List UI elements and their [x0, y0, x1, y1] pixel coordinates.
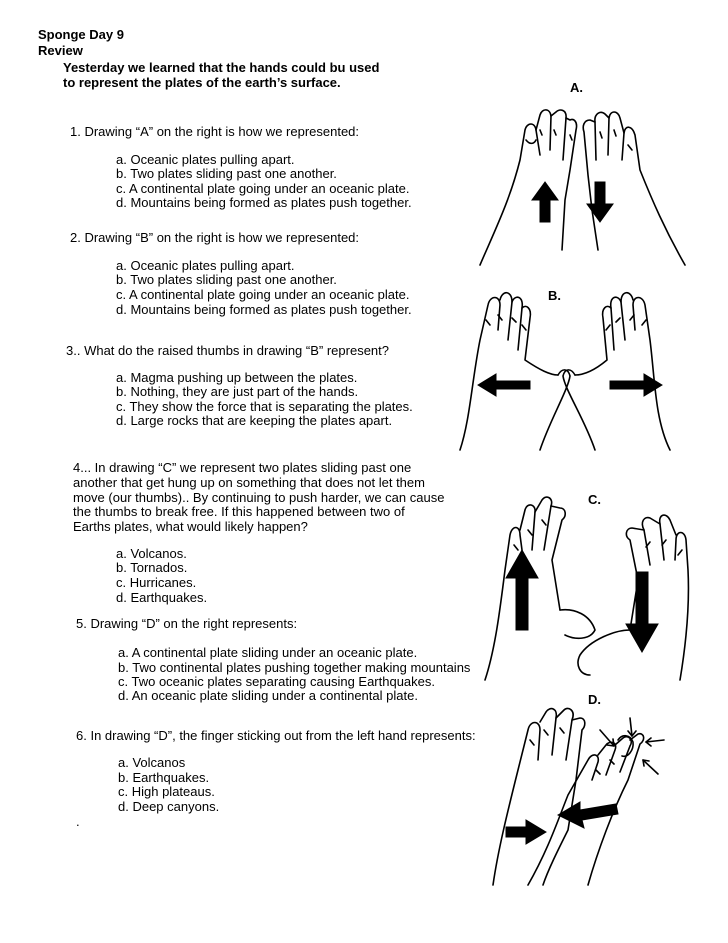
- question-4-option-d: d. Earthquakes.: [116, 590, 208, 605]
- question-3-option-a: a. Magma pushing up between the plates.: [116, 370, 358, 385]
- figure-d-label: D.: [588, 692, 601, 707]
- question-4-prompt-line-1: 4... In drawing “C” we represent two plates sliding past one: [73, 460, 412, 475]
- page-title: Sponge Day 9: [38, 27, 124, 42]
- question-4-prompt-line-4: the thumbs to break free. If this happened between two of: [73, 504, 405, 519]
- figure-c-label: C.: [588, 492, 601, 507]
- arrow-up-icon: [506, 550, 538, 630]
- question-2-option-d: d. Mountains being formed as plates push together.: [116, 302, 412, 317]
- question-5-option-b: b. Two continental plates pushing together making mountains: [118, 660, 471, 675]
- question-1-option-c: c. A continental plate going under an oceanic plate.: [116, 181, 410, 196]
- page-subtitle: Review: [38, 43, 83, 58]
- figure-a-label: A.: [570, 80, 583, 95]
- left-hand-drawing: [485, 497, 595, 680]
- question-1-option-a: a. Oceanic plates pulling apart.: [116, 152, 295, 167]
- question-5-prompt: 5. Drawing “D” on the right represents:: [76, 616, 298, 631]
- arrow-left-icon: [478, 374, 530, 396]
- question-3-prompt: 3.. What do the raised thumbs in drawing “B” represent?: [66, 343, 389, 358]
- left-hand-drawing: [480, 110, 577, 265]
- question-5-option-a: a. A continental plate sliding under an oceanic plate.: [118, 645, 418, 660]
- question-4-option-c: c. Hurricanes.: [116, 575, 197, 590]
- question-6-option-a: a. Volcanos: [118, 755, 186, 770]
- question-4-option-a: a. Volcanos.: [116, 546, 187, 561]
- question-4-option-b: b. Tornados.: [116, 560, 188, 575]
- question-1-prompt: 1. Drawing “A” on the right is how we represented:: [70, 124, 360, 139]
- question-3-option-c: c. They show the force that is separating the plates.: [116, 399, 413, 414]
- figure-d-hands: [488, 700, 698, 890]
- question-5-option-c: c. Two oceanic plates separating causing Earthquakes.: [118, 674, 436, 689]
- figure-c-hands: [480, 490, 700, 690]
- arrow-right-icon: [506, 820, 546, 844]
- figure-a-hands: [470, 100, 690, 270]
- trailing-mark: .: [76, 814, 80, 829]
- left-hand-drawing: [493, 708, 585, 885]
- question-6-option-d: d. Deep canyons.: [118, 799, 220, 814]
- arrow-down-icon: [626, 572, 658, 652]
- question-4-prompt-line-5: Earths plates, what would likely happen?: [73, 519, 308, 534]
- question-3-option-d: d. Large rocks that are keeping the plates apart.: [116, 413, 393, 428]
- arrow-up-icon: [532, 182, 558, 222]
- left-hand-drawing: [460, 293, 570, 450]
- question-1-option-d: d. Mountains being formed as plates push together.: [116, 195, 412, 210]
- intro-line-1: Yesterday we learned that the hands could bu used: [63, 60, 380, 75]
- figure-b-label: B.: [548, 288, 561, 303]
- question-3-option-b: b. Nothing, they are just part of the hands.: [116, 384, 359, 399]
- question-6-option-b: b. Earthquakes.: [118, 770, 210, 785]
- question-6-prompt: 6. In drawing “D”, the finger sticking out from the left hand represents:: [76, 728, 476, 743]
- question-6-option-c: c. High plateaus.: [118, 784, 215, 799]
- intro-line-2: to represent the plates of the earth’s surface.: [63, 75, 341, 90]
- question-2-option-a: a. Oceanic plates pulling apart.: [116, 258, 295, 273]
- question-1-option-b: b. Two plates sliding past one another.: [116, 166, 337, 181]
- right-hand-drawing: [563, 293, 670, 450]
- question-4-prompt-line-2: another that get hung up on something that does not let them: [73, 475, 425, 490]
- question-2-option-c: c. A continental plate going under an oceanic plate.: [116, 287, 410, 302]
- question-2-prompt: 2. Drawing “B” on the right is how we represented:: [70, 230, 360, 245]
- question-4-prompt-line-3: move (our thumbs).. By continuing to push harder, we can cause: [73, 490, 445, 505]
- question-5-option-d: d. An oceanic plate sliding under a continental plate.: [118, 688, 418, 703]
- right-hand-drawing: [578, 515, 688, 680]
- figure-b-hands: [450, 280, 680, 455]
- question-2-option-b: b. Two plates sliding past one another.: [116, 272, 337, 287]
